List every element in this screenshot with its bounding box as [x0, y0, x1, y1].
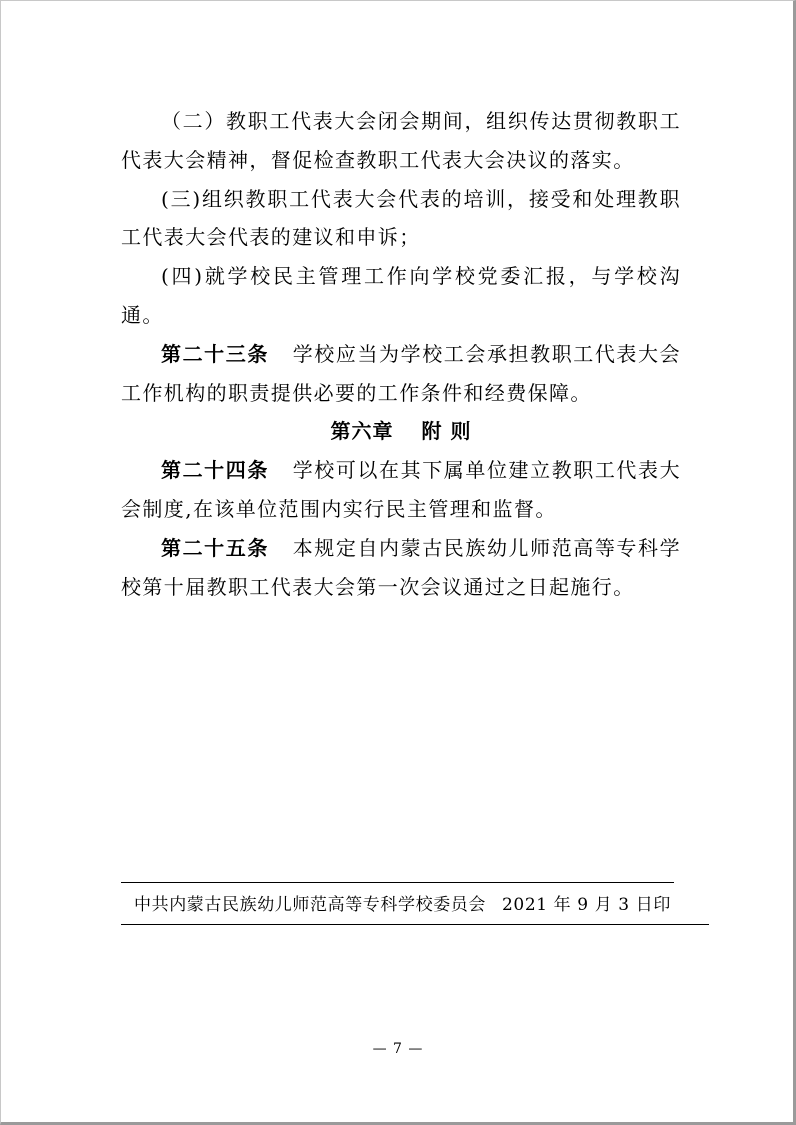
article-number: 第二十三条	[161, 341, 269, 366]
paragraph-4	[121, 257, 681, 335]
footer-bottom-rule	[121, 924, 709, 925]
document-body	[121, 102, 681, 606]
article-23	[121, 335, 681, 413]
article-text: 学校应当为学校工会承担教职工代表大会工作机构的职责提供必要的工作条件和经费保障。	[121, 341, 681, 405]
chapter-title: 附 则	[421, 419, 472, 444]
footer-top-rule	[121, 882, 674, 883]
paragraph-2	[121, 102, 681, 180]
chapter-heading	[121, 412, 681, 451]
paragraph-text: （二）教职工代表大会闭会期间，组织传达贯彻教职工代表大会精神，督促检查教职工代表大会决议的落实。	[121, 109, 681, 172]
chapter-number: 第六章	[330, 419, 394, 444]
article-text: 本规定自内蒙古民族幼儿师范高等专科学校第十届教职工代表大会第一次会议通过之日起施行。	[121, 535, 681, 599]
print-info	[134, 890, 671, 915]
article-number: 第二十四条	[161, 458, 269, 483]
article-25	[121, 529, 681, 607]
print-date: 2021 年 9 月 3 日印	[502, 895, 671, 915]
page-number: — 7 —	[372, 1041, 424, 1057]
article-24	[121, 451, 681, 529]
paragraph-3	[121, 180, 681, 258]
issuer-name: 中共内蒙古民族幼儿师范高等专科学校委员会	[134, 895, 486, 915]
article-text: 学校可以在其下属单位建立教职工代表大会制度,在该单位范围内实行民主管理和监督。	[121, 458, 681, 521]
paragraph-text: (三)组织教职工代表大会代表的培训，接受和处理教职工代表大会代表的建议和申诉；	[121, 186, 681, 250]
paragraph-text: (四)就学校民主管理工作向学校党委汇报，与学校沟通。	[121, 264, 681, 327]
article-number: 第二十五条	[161, 535, 269, 560]
